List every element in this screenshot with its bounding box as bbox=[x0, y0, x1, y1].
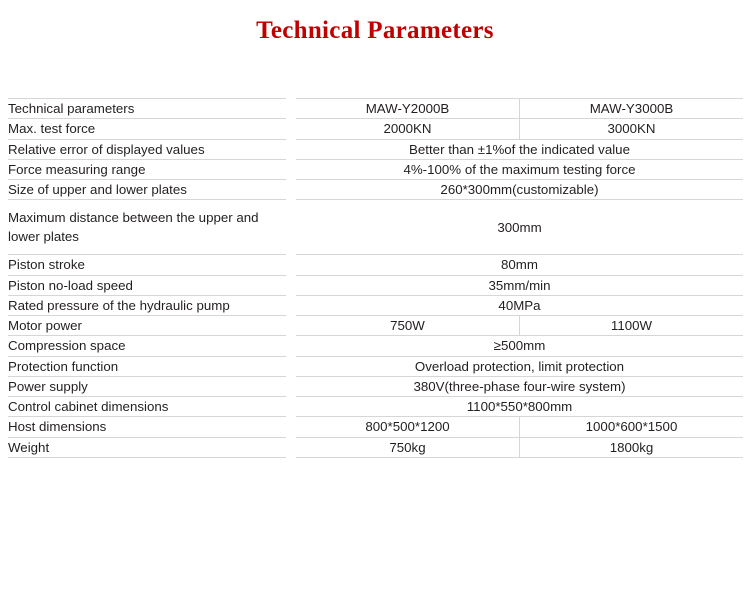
table-row bbox=[8, 255, 743, 275]
row-value-model-2: 1000*600*1500 bbox=[520, 417, 744, 437]
row-label: Motor power bbox=[8, 316, 291, 336]
row-value-merged: ≥500mm bbox=[291, 336, 743, 356]
row-value-merged: 260*300mm(customizable) bbox=[291, 180, 743, 200]
row-label: Rated pressure of the hydraulic pump bbox=[8, 295, 291, 315]
table-row bbox=[8, 99, 743, 119]
row-value-merged: 380V(three-phase four-wire system) bbox=[291, 376, 743, 396]
row-value-merged: Better than ±1%of the indicated value bbox=[291, 139, 743, 159]
row-value-merged: 4%-100% of the maximum testing force bbox=[291, 159, 743, 179]
row-value-model-1: 800*500*1200 bbox=[291, 417, 520, 437]
row-label: Technical parameters bbox=[8, 99, 291, 119]
row-label: Compression space bbox=[8, 336, 291, 356]
row-value-model-2: 1800kg bbox=[520, 437, 744, 457]
row-label: Size of upper and lower plates bbox=[8, 180, 291, 200]
row-value-model-1: 750W bbox=[291, 316, 520, 336]
table-row bbox=[8, 139, 743, 159]
row-value-model-1: 750kg bbox=[291, 437, 520, 457]
row-label: Maximum distance between the upper and lower plates bbox=[8, 200, 291, 255]
row-value-model-2: 1100W bbox=[520, 316, 744, 336]
table-row bbox=[8, 437, 743, 457]
row-label: Max. test force bbox=[8, 119, 291, 139]
table-row bbox=[8, 295, 743, 315]
row-value-merged: 40MPa bbox=[291, 295, 743, 315]
row-value-model-2: MAW-Y3000B bbox=[520, 99, 744, 119]
table-row bbox=[8, 159, 743, 179]
table-row bbox=[8, 119, 743, 139]
table-row bbox=[8, 417, 743, 437]
row-label: Weight bbox=[8, 437, 291, 457]
row-value-merged: 35mm/min bbox=[291, 275, 743, 295]
table-row bbox=[8, 316, 743, 336]
technical-parameters-table bbox=[8, 98, 743, 458]
row-value-model-1: 2000KN bbox=[291, 119, 520, 139]
row-label: Protection function bbox=[8, 356, 291, 376]
row-label: Relative error of displayed values bbox=[8, 139, 291, 159]
table-row bbox=[8, 336, 743, 356]
row-label: Host dimensions bbox=[8, 417, 291, 437]
row-label: Piston stroke bbox=[8, 255, 291, 275]
row-value-merged: 300mm bbox=[291, 200, 743, 255]
row-value-model-2: 3000KN bbox=[520, 119, 744, 139]
row-value-model-1: MAW-Y2000B bbox=[291, 99, 520, 119]
table-row bbox=[8, 275, 743, 295]
row-label: Piston no-load speed bbox=[8, 275, 291, 295]
table-row bbox=[8, 376, 743, 396]
row-label: Power supply bbox=[8, 376, 291, 396]
table-row bbox=[8, 397, 743, 417]
row-value-merged: 1100*550*800mm bbox=[291, 397, 743, 417]
row-label: Force measuring range bbox=[8, 159, 291, 179]
page-title: Technical Parameters bbox=[256, 17, 494, 44]
row-label: Control cabinet dimensions bbox=[8, 397, 291, 417]
table-row bbox=[8, 356, 743, 376]
row-value-merged: 80mm bbox=[291, 255, 743, 275]
table-row bbox=[8, 180, 743, 200]
table-row bbox=[8, 200, 743, 255]
row-value-merged: Overload protection, limit protection bbox=[291, 356, 743, 376]
